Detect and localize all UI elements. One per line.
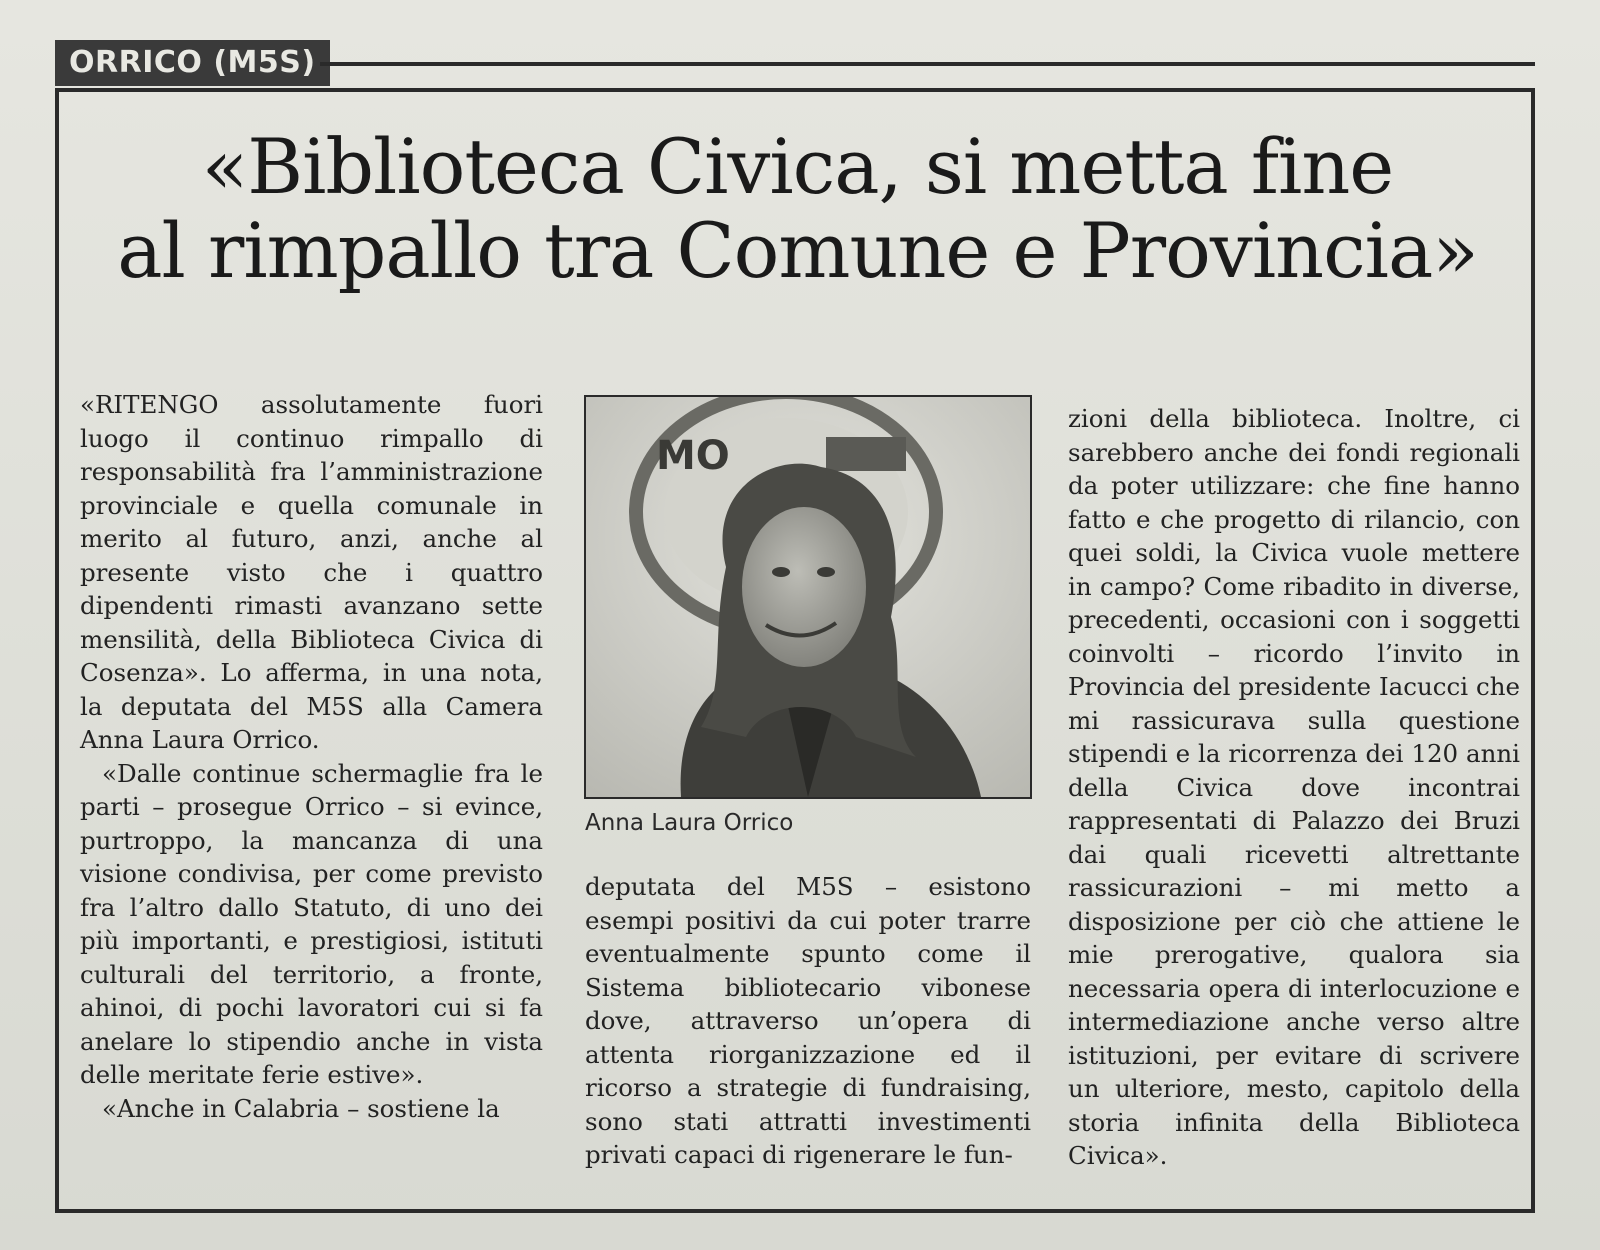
- section-kicker: ORRICO (M5S): [55, 40, 330, 86]
- article-column-3: [1068, 402, 1520, 1173]
- article-headline: [70, 122, 1525, 295]
- column-3-text: zioni della biblioteca. Inoltre, ci sarebbero anche dei fondi regionali da poter utilizzare: che fine hanno fatto e che progetto di rilancio, con quei soldi, la Civica vuole mettere in campo? Come ribadito in diverse, precedenti, occasioni con i soggetti coinvolti – ricordo l’invito in Provincia del presidente Iacucci che mi rassicurava sulla questione stipendi e la ricorrenza dei 120 anni della Civica dove incontrai rappresentati di Palazzo dei Bruzi dai quali ricevetti altrettante rassicurazioni – mi metto a disposizione per ciò che attiene le mie prerogative, qualora sia necessaria opera di interlocuzione e intermediazione anche verso altre istituzioni, per evitare di scrivere un ulteriore, mesto, capitolo della storia infinita della Biblioteca Civica».: [1068, 404, 1520, 1170]
- kicker-rule: [320, 62, 1535, 66]
- portrait-image: [586, 397, 1030, 797]
- face: [742, 507, 866, 667]
- headline-line-1: «Biblioteca Civica, si metta fine: [201, 122, 1394, 211]
- paragraph-1: «RITENGO assolutamente fuori luogo il continuo rimpallo di responsabilità fra l’amministrazione provinciale e quella comunale in merito al futuro, anzi, anche al presente visto che i quattro dipendenti rimasti avanzano sette mensilità, della Biblioteca Civica di Cosenza». Lo afferma, in una nota, la deputata del M5S alla Camera Anna Laura Orrico.: [80, 390, 543, 754]
- paragraph-3: «Anche in Calabria – sostiene la: [102, 1093, 500, 1123]
- logo-text: MO: [656, 433, 730, 479]
- photo-caption: Anna Laura Orrico: [585, 810, 794, 836]
- column-2-text: deputata del M5S – esistono esempi positivi da cui poter trarre eventualmente spunto come il Sistema bibliotecario vibonese dove, attraverso un’opera di attenta riorganizzazione ed il ricorso a strategie di fundraising, sono stati attratti investimenti privati capaci di rigenerare le fun-: [585, 872, 1031, 1169]
- headline-line-2: al rimpallo tra Comune e Provincia»: [117, 205, 1478, 295]
- paragraph-2: «Dalle continue schermaglie fra le parti – prosegue Orrico – si evince, purtroppo, la mancanza di una visione condivisa, per come previsto fra l’altro dallo Statuto, di uno dei più importanti, e prestigiosi, istituti culturali del territorio, a fronte, ahinoi, di pochi lavoratori cui si fa anelare lo stipendio anche in vista delle meritate ferie estive».: [80, 758, 543, 1089]
- article-column-2: [585, 870, 1031, 1172]
- article-column-1: [80, 388, 543, 1125]
- portrait-photo: [584, 395, 1032, 799]
